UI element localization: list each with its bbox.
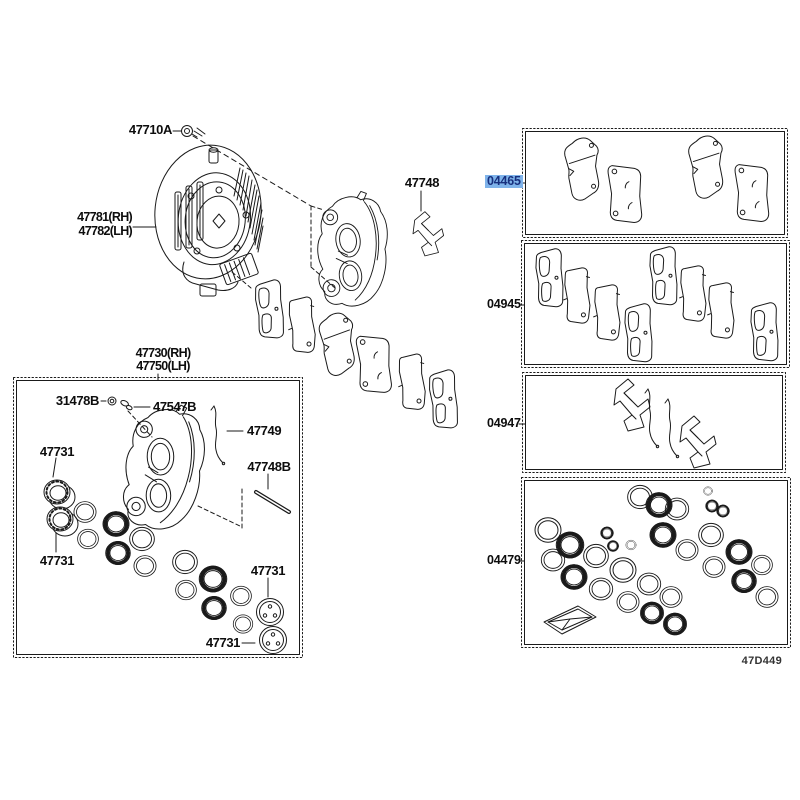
kit-box-04945 bbox=[522, 241, 790, 368]
diagram-code: 47D449 bbox=[741, 655, 782, 667]
kit-label-04945[interactable]: 04945 bbox=[487, 297, 521, 311]
kit-label-04947[interactable]: 04947 bbox=[487, 416, 521, 430]
callout-caliper-lh[interactable]: 47750(LH) bbox=[136, 359, 190, 373]
pad-cascade-drawing bbox=[254, 279, 459, 429]
shield-hatch bbox=[234, 168, 263, 252]
callout-piston-4[interactable]: 47731 bbox=[205, 635, 240, 650]
dust-shield-drawing bbox=[133, 140, 268, 296]
callout-mount-bolt[interactable]: 47710A bbox=[128, 122, 172, 137]
caliper-drawing-top bbox=[316, 190, 389, 307]
callout-bleeder-plug[interactable]: 47547B bbox=[153, 399, 197, 414]
callout-dust-cover-lh[interactable]: 47782(LH) bbox=[78, 224, 132, 238]
kit-box-04465 bbox=[523, 129, 788, 238]
mount-bolt-drawing bbox=[173, 126, 205, 138]
callout-piston-1[interactable]: 47731 bbox=[39, 444, 75, 459]
callout-bleeder-plug-cap[interactable]: 31478B bbox=[55, 393, 99, 408]
callout-caliper-rh[interactable]: 47730(RH) bbox=[135, 346, 191, 360]
callout-pad-guide-pin[interactable]: 47748B bbox=[247, 459, 291, 474]
callout-piston-2[interactable]: 47731 bbox=[39, 553, 75, 568]
callout-pad-wear-wire[interactable]: 47749 bbox=[247, 423, 282, 438]
kit-label-04479[interactable]: 04479 bbox=[487, 553, 521, 567]
callout-pad-support-plate[interactable]: 47748 bbox=[404, 175, 440, 190]
callout-dust-cover-rh[interactable]: 47781(RH) bbox=[77, 210, 132, 224]
kit-box-04479 bbox=[522, 478, 791, 648]
kit-box-04947 bbox=[523, 373, 786, 473]
support-plate-drawing bbox=[413, 212, 444, 256]
kit-label-04465[interactable]: 04465 bbox=[487, 174, 521, 188]
callout-piston-3[interactable]: 47731 bbox=[250, 563, 286, 578]
